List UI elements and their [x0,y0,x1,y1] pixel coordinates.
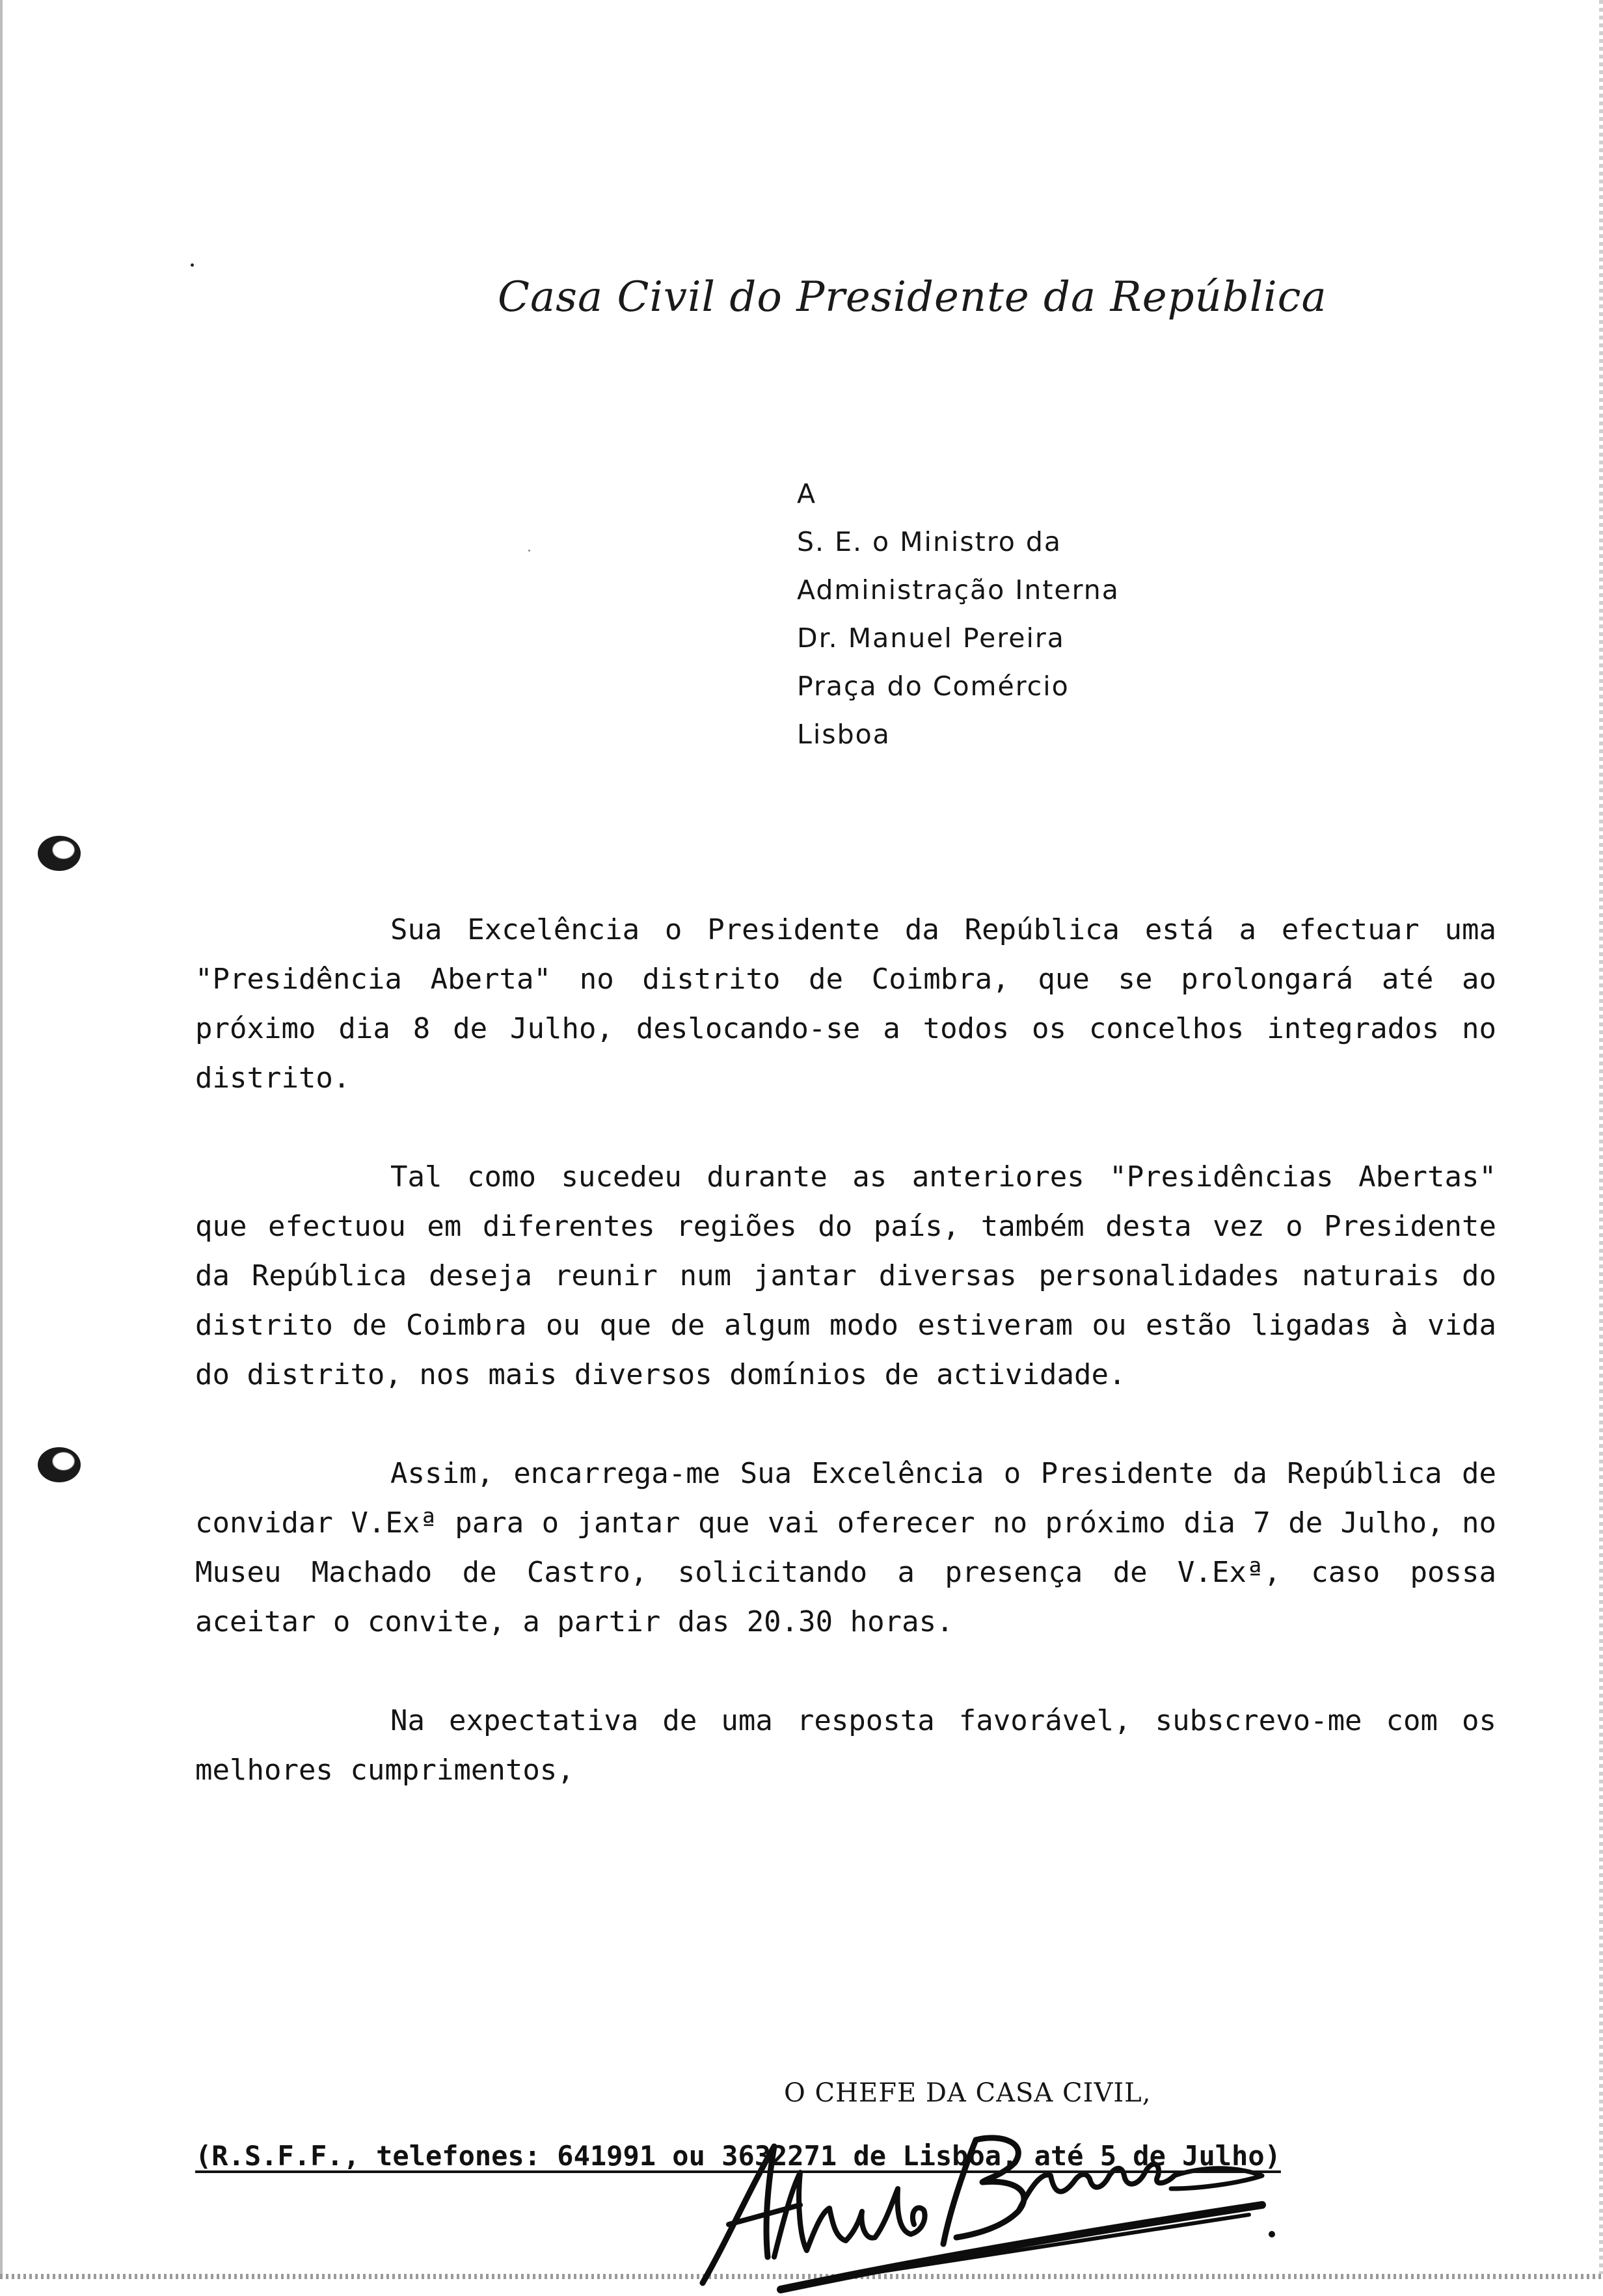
body-paragraph: Sua Excelência o Presidente da República está a efectuar uma "Presidência Aberta" no distrito de Coimbra, que se prolongará até ao próximo dia 8 de Julho, deslocando-se a todos os concelhos integrados no distrito. [195,913,1496,1095]
signatory-title: O CHEFE DA CASA CIVIL, [784,2078,1152,2108]
recipient-line: Dr. Manuel Pereira [797,622,1065,654]
punch-hole-icon [38,836,81,871]
punch-hole-icon [38,1447,81,1482]
scan-speck [191,263,194,267]
recipient-address [797,470,1120,758]
scan-speck [528,550,530,552]
body-paragraph: Assim, encarrega-me Sua Excelência o Presidente da República de convidar V.Exª para o jantar que vai oferecer no próximo dia 7 de Julho, no Museu Machado de Castro, solicitando a presença de V.Exª, caso possa aceitar o convite, a partir das 20.30 horas. [195,1457,1496,1638]
recipient-line: Praça do Comércio [797,671,1070,702]
scan-edge-left [0,0,3,2279]
recipient-line: S. E. o Ministro da [797,526,1062,557]
footer-note: (R.S.F.F., telefones: 641991 ou 3632271 de Lisboa, até 5 de Julho) [195,2140,1281,2172]
letter-body [195,905,1496,1795]
body-paragraph: Tal como sucedeu durante as anteriores "Presidências Abertas" que efectuou em diferentes regiões do país, também desta vez o Presidente da República deseja reunir num jantar diversas personalidades naturais do distrito de Coimbra ou que de algum modo estiveram ou estão ligadas à vida do distrito, nos mais diversos domínios de actividade. [195,1160,1496,1391]
recipient-line: A [797,478,817,509]
letterhead-title: Casa Civil do Presidente da República [498,273,1327,321]
body-paragraph: Na expectativa de uma resposta favorável, subscrevo-me com os melhores cumprimentos, [195,1704,1496,1787]
scan-edge-right [1599,0,1603,2279]
recipient-line: Administração Interna [797,574,1120,606]
recipient-line: Lisboa [797,719,891,750]
